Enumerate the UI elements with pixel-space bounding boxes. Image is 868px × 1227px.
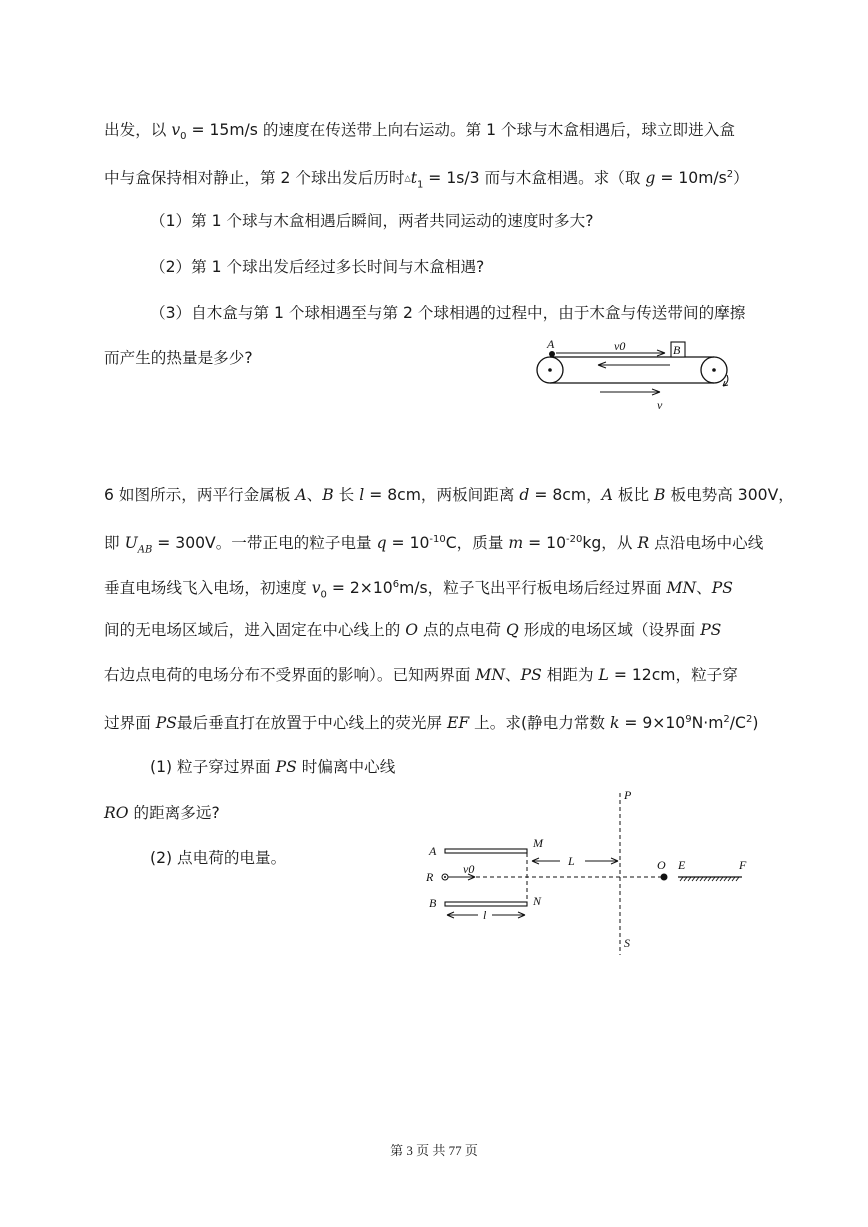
p5-line-1: 出发，以 $v_0 = 15m/s$ 的速度在传送带上向右运动。第 1 个球与木盒相遇后，球立即进入盒 <box>104 121 735 143</box>
p5-question-2: （2）第 1 个球出发后经过多长时间与木盒相遇? <box>150 258 485 276</box>
label-p: P <box>624 788 632 802</box>
p6-line-4: 间的无电场区域后，进入固定在中心线上的 O 点的点电荷 Q 形成的电场区域（设界面 PS <box>104 621 722 639</box>
p6-line-1: 6 如图所示，两平行金属板 A、B 长 l = 8cm，两板间距离 d = 8cm，A 板比 B 板电势高 300V， <box>104 486 794 504</box>
label-l-lower: l <box>483 908 487 922</box>
label-v: v <box>657 398 663 412</box>
label-a: A <box>547 337 555 351</box>
label-b: B <box>673 343 681 357</box>
label-s: S <box>624 936 630 950</box>
p6-question-2: (2) 点电荷的电量。 <box>150 849 287 867</box>
label-r: R <box>426 870 434 884</box>
label-v0: v0 <box>463 862 475 876</box>
ball-a <box>549 351 555 357</box>
p5-line-2: 中与盒保持相对静止，第 2 个球出发后历时$\triangle t_1 = 1s/3$ 而与木盒相遇。求（取 $g = 10m/s^2$） <box>104 169 749 191</box>
p5-question-3-line-2: 而产生的热量是多少? <box>104 349 253 367</box>
plate-b <box>445 902 527 906</box>
p6-line-2: 即 $U_{AB} = 300V$。一带正电的粒子电量 $q = 10^{-10}C$，质量 $m = 10^{-20}kg$，从 R 点沿电场中心线 <box>104 534 764 556</box>
p6-line-6: 过界面 PS最后垂直打在放置于中心线上的荧光屏 EF 上。求(静电力常数 $k = 9\times 10^9N\cdot m^2/C^2$) <box>104 714 759 733</box>
p6-line-3: 垂直电场线飞入电场，初速度 $v_0 = 2\times 10^6m/s$，粒子飞出平行板电场后经过界面 MN、PS <box>104 579 733 601</box>
p5-question-3-line-1: （3）自木盒与第 1 个球相遇至与第 2 个球相遇的过程中，由于木盒与传送带间的摩擦 <box>150 304 746 322</box>
point-charge-o <box>661 874 668 881</box>
label-a: A <box>429 844 437 858</box>
p6-line-5: 右边点电荷的电场分布不受界面的影响）。已知两界面 MN、PS 相距为 L = 12cm，粒子穿 <box>104 666 738 684</box>
label-f: F <box>739 858 747 872</box>
p5-question-1: （1）第 1 个球与木盒相遇后瞬间，两者共同运动的速度时多大? <box>150 212 594 230</box>
plate-a <box>445 849 527 853</box>
conveyor-belt-figure <box>530 335 745 420</box>
p6-question-1-line-1: (1) 粒子穿过界面 PS 时偏离中心线 <box>150 758 396 776</box>
label-n: N <box>533 894 542 908</box>
p6-question-1-line-2: RO 的距离多远? <box>104 804 220 822</box>
label-v0: v0 <box>614 339 626 353</box>
label-m: M <box>533 836 543 850</box>
label-o: O <box>657 858 666 872</box>
parallel-plates-figure <box>420 785 755 960</box>
label-b: B <box>429 896 437 910</box>
label-l-upper: L <box>568 854 575 868</box>
label-e: E <box>678 858 686 872</box>
page-footer: 第 3 页 共 77 页 <box>390 1143 478 1158</box>
